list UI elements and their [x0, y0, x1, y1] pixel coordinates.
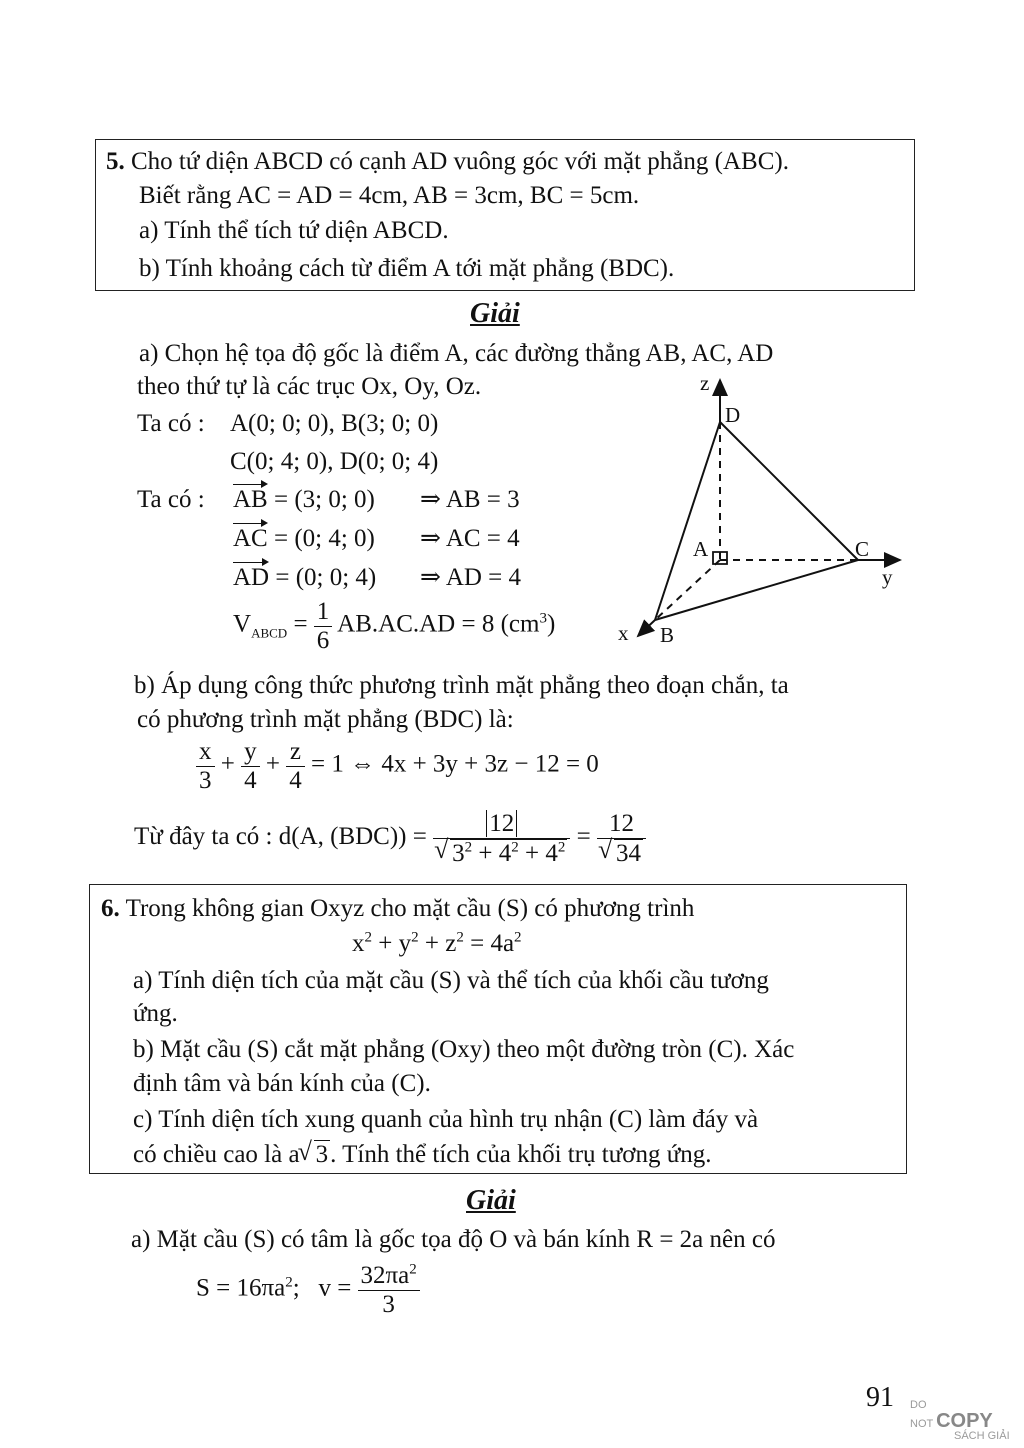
volume-formula [233, 598, 555, 654]
distance-eq: = [576, 823, 591, 851]
vector-ac-value: = (0; 4; 0) [273, 525, 375, 552]
den-base-2: 4 [498, 839, 512, 867]
problem-6-part-a-1: a) Tính diện tích của mặt cầu (S) và thể tích của khối cầu tương [133, 967, 769, 994]
label-z: z [700, 371, 710, 395]
distance-den-2 [597, 839, 646, 868]
den-exp-3: 2 [557, 839, 566, 856]
eq-y: y [398, 930, 412, 957]
vector-ac-result: ⇒ AC = 4 [420, 525, 520, 552]
eq-x: x [352, 930, 365, 957]
surface-area-lhs: S = 16πa [196, 1274, 286, 1302]
volume-fraction-6 [358, 1262, 420, 1318]
eq-x-exp: 2 [364, 929, 372, 946]
solution-6-formula [196, 1262, 420, 1318]
volume-frac-den: 6 [316, 626, 330, 654]
distance-abs-12: 12 [486, 810, 517, 837]
eq-z: z [445, 930, 457, 957]
label-c: C [855, 537, 870, 561]
plane-frac-z [286, 738, 305, 794]
plane-frac-y [241, 738, 260, 794]
solution-5-a-line-2: theo thứ tự là các trục Ox, Oy, Oz. [137, 373, 482, 400]
vector-row-ad [233, 564, 376, 593]
volume-eq: = [293, 610, 308, 638]
solution-5-b-line-1: b) Áp dụng công thức phương trình mặt phẳng theo đoạn chắn, ta [134, 672, 789, 699]
volume-lhs: V [233, 610, 252, 638]
distance-sqrt-2 [600, 839, 643, 868]
distance-den-2-value: 34 [615, 839, 641, 867]
edge-dc [720, 422, 858, 560]
surface-area-exp: 2 [285, 1274, 293, 1291]
plane-plus-1: + [220, 750, 235, 778]
plane-frac-z-den: 4 [289, 766, 302, 794]
eq-y-exp: 2 [411, 929, 419, 946]
problem-6-line-1 [101, 895, 694, 924]
plane-rhs: = 1 ⇔ 4x + 3y + 3z − 12 = 0 [310, 750, 599, 778]
tetrahedron-figure [600, 370, 910, 660]
vector-ab-value: = (3; 0; 0) [273, 486, 375, 513]
distance-num-2: 12 [597, 810, 646, 839]
taco-label-2: Ta có : [137, 486, 205, 513]
problem-5-text-1: Cho tứ diện ABCD có cạnh AD vuông góc với mặt phẳng (ABC). [131, 148, 789, 175]
distance-fraction-1 [433, 810, 570, 867]
vector-row-ab [233, 486, 375, 515]
taco-label-1: Ta có : [137, 410, 205, 437]
watermark-copy: COPY [936, 1410, 993, 1432]
vector-ad: AD [233, 564, 270, 591]
part-c2-sqrt-value: 3 [315, 1141, 329, 1168]
distance-fraction-2 [597, 810, 646, 867]
eq-rhs: 4a [490, 930, 515, 957]
vector-ac: AC [233, 525, 268, 552]
den-base-1: 3 [452, 839, 465, 867]
problem-5-part-b: b) Tính khoảng cách từ điểm A tới mặt phẳng (BDC). [139, 255, 675, 282]
distance-num-1 [433, 810, 570, 839]
volume-num-6 [358, 1262, 420, 1291]
watermark-brand: SÁCH GIẢI [954, 1430, 1010, 1442]
problem-6-text-1: Trong không gian Oxyz cho mặt cầu (S) có phương trình [125, 895, 695, 922]
den-exp-2: 2 [511, 839, 519, 856]
plane-frac-y-num: y [241, 738, 260, 767]
plane-frac-x [196, 738, 215, 794]
eq-rhs-exp: 2 [514, 929, 522, 946]
problem-6-part-a-2: ứng. [133, 1000, 178, 1027]
watermark-not: NOT [910, 1418, 934, 1430]
volume-frac-num: 1 [314, 598, 333, 627]
problem-6-part-c-1: c) Tính diện tích xung quanh của hình trụ nhận (C) làm đáy và [133, 1106, 759, 1133]
problem-6-number: 6. [101, 895, 120, 922]
formula-sep: ; [292, 1274, 300, 1302]
plane-frac-z-num: z [286, 738, 305, 767]
distance-den-1 [433, 839, 570, 868]
den-base-3: 4 [545, 839, 558, 867]
problem-5-number: 5. [106, 148, 125, 175]
plane-equation [196, 738, 599, 794]
volume-sub: ABCD [251, 625, 288, 641]
part-c2-post: . Tính thể tích của khối trụ tương ứng. [330, 1141, 712, 1168]
solution-5-heading: Giải [470, 298, 520, 329]
volume-num-6-text: 32πa [360, 1262, 410, 1289]
problem-6-part-b-1: b) Mặt cầu (S) cắt mặt phẳng (Oxy) theo một đường tròn (C). Xác [133, 1036, 795, 1063]
label-y: y [882, 565, 893, 589]
edge-bc [655, 560, 858, 620]
label-x: x [618, 621, 629, 645]
solution-5-a-line-1: a) Chọn hệ tọa độ gốc là điểm A, các đường thẳng AB, AC, AD [139, 340, 774, 367]
volume-den-6: 3 [382, 1290, 395, 1318]
distance-formula [134, 810, 646, 867]
vector-ab-result: ⇒ AB = 3 [420, 486, 520, 513]
page-number: 91 [866, 1382, 894, 1413]
problem-6-part-b-2: định tâm và bán kính của (C). [133, 1070, 431, 1097]
vector-ab: AB [233, 486, 268, 513]
label-d: D [725, 403, 741, 427]
coords-line-1: A(0; 0; 0), B(3; 0; 0) [230, 410, 439, 437]
volume-lhs-6: v = [318, 1274, 352, 1302]
volume-exp: 3 [539, 610, 547, 627]
distance-sqrt-1: √ $3^2 + 4^2 + 4^2$ [436, 839, 567, 868]
volume-fraction [314, 598, 333, 654]
distance-prefix: Từ đây ta có : d(A, (BDC)) = [134, 823, 427, 851]
volume-rhs: AB.AC.AD = 8 (cm [337, 610, 540, 638]
volume-close: ) [546, 610, 556, 638]
coords-line-2: C(0; 4; 0), D(0; 0; 4) [230, 448, 439, 475]
vector-row-ac [233, 525, 375, 554]
sphere-equation: $x^2 + y^2 + z^2 = 4a^2$ [352, 929, 522, 957]
part-c2-pre: có chiều cao là a [133, 1141, 300, 1168]
watermark-logo [910, 1400, 1010, 1442]
eq-z-exp: 2 [456, 929, 464, 946]
den-exp-1: 2 [464, 839, 473, 856]
problem-5-line-2: Biết rằng AC = AD = 4cm, AB = 3cm, BC = 5cm. [139, 182, 640, 209]
volume-num-6-exp: 2 [409, 1261, 417, 1278]
solution-6-heading: Giải [466, 1185, 516, 1216]
problem-5-part-a: a) Tính thể tích tứ diện ABCD. [139, 217, 449, 244]
watermark-do: DO [910, 1399, 927, 1411]
solution-6-a-line-1: a) Mặt cầu (S) có tâm là gốc tọa độ O và bán kính R = 2a nên có [131, 1226, 776, 1253]
part-c2-sqrt [300, 1140, 331, 1170]
problem-6-part-c-2 [133, 1140, 712, 1170]
plane-frac-x-num: x [196, 738, 215, 767]
vector-ad-result: ⇒ AD = 4 [420, 564, 522, 591]
problem-5-line-1 [106, 148, 789, 177]
plane-frac-x-den: 3 [199, 766, 212, 794]
solution-5-b-line-2: có phương trình mặt phẳng (BDC) là: [137, 706, 514, 733]
plane-frac-y-den: 4 [244, 766, 257, 794]
label-b: B [660, 623, 675, 647]
vector-ad-value: = (0; 0; 4) [275, 564, 377, 591]
x-axis [638, 620, 655, 636]
plane-plus-2: + [265, 750, 280, 778]
label-a: A [693, 537, 709, 561]
